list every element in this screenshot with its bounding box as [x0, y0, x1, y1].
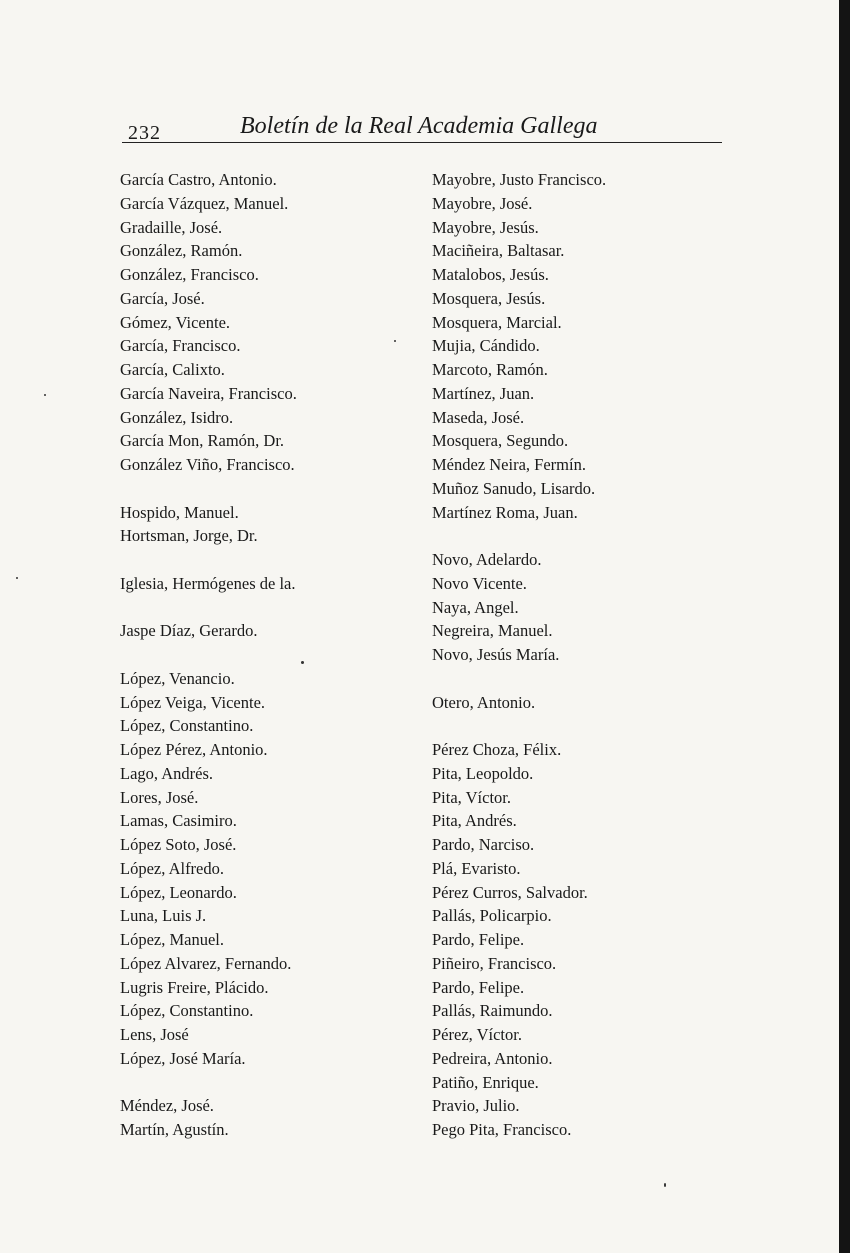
list-item: González Viño, Francisco. — [120, 455, 295, 474]
list-item: López, Leonardo. — [120, 882, 237, 902]
list-item: Martínez, Juan. — [432, 383, 535, 403]
group-spacer — [120, 1071, 297, 1095]
list-item: Pego Pita, Francisco. — [432, 1120, 572, 1139]
list-item: Plá, Evaristo. — [432, 858, 521, 878]
list-item: Martín, Agustín. — [120, 1120, 229, 1139]
list-item: López, Constantino. — [120, 1001, 254, 1021]
list-item: Mujia, Cándido. — [432, 336, 540, 356]
list-item: Pita, Víctor. — [432, 787, 511, 807]
list-item: Gradaille, José. — [120, 217, 223, 237]
list-item: Pérez Choza, Félix. — [432, 740, 562, 759]
list-item: Hospido, Manuel. — [120, 502, 239, 522]
name-group-m — [120, 1094, 297, 1142]
list-item: Pedreira, Antonio. — [432, 1048, 553, 1068]
name-group-g — [120, 168, 297, 477]
list-item: Maseda, José. — [432, 407, 525, 427]
list-item: López, Alfredo. — [120, 858, 225, 878]
list-item: Marcoto, Ramón. — [432, 360, 548, 379]
list-item: García, José. — [120, 288, 205, 308]
name-group-i — [120, 572, 297, 596]
list-item: Pallás, Policarpio. — [432, 906, 552, 926]
list-item: Naya, Angel. — [432, 597, 519, 617]
group-spacer — [120, 548, 297, 572]
name-group-o — [432, 691, 606, 715]
group-spacer — [120, 596, 297, 620]
list-item: Méndez Neira, Fermín. — [432, 455, 586, 474]
list-item: Otero, Antonio. — [432, 692, 536, 712]
list-item: Mayobre, Justo Francisco. — [432, 170, 607, 189]
list-item: Jaspe Díaz, Gerardo. — [120, 621, 258, 641]
list-item: Negreira, Manuel. — [432, 621, 553, 641]
list-item: Pérez, Víctor. — [432, 1025, 522, 1044]
list-item: García, Calixto. — [120, 360, 225, 379]
list-item: Pallás, Raimundo. — [432, 1001, 553, 1021]
list-item: Pita, Andrés. — [432, 811, 517, 831]
name-group-h — [120, 501, 297, 549]
list-item: Pravio, Julio. — [432, 1096, 520, 1116]
list-item: García, Francisco. — [120, 336, 241, 356]
list-item: Novo Vicente. — [432, 573, 527, 593]
list-item: Mayobre, José. — [432, 193, 533, 213]
list-item: González, Ramón. — [120, 241, 243, 261]
list-item: Patiño, Enrique. — [432, 1072, 539, 1092]
list-item: Muñoz Sanudo, Lisardo. — [432, 478, 596, 498]
right-column — [432, 168, 606, 1142]
list-item: Matalobos, Jesús. — [432, 265, 549, 284]
list-item: López Soto, José. — [120, 835, 237, 854]
group-spacer — [432, 714, 606, 738]
list-item: García Vázquez, Manuel. — [120, 193, 289, 213]
list-item: Méndez, José. — [120, 1096, 214, 1116]
list-item: Lens, José — [120, 1025, 189, 1044]
list-item: López Veiga, Vicente. — [120, 692, 266, 712]
list-item: López, Constantino. — [120, 716, 254, 736]
group-spacer — [432, 667, 606, 691]
list-item: Pardo, Narciso. — [432, 835, 535, 854]
list-item: Lores, José. — [120, 787, 199, 807]
scan-speck — [16, 577, 18, 579]
list-item: Hortsman, Jorge, Dr. — [120, 526, 258, 546]
name-group-n — [432, 548, 606, 667]
group-spacer — [432, 524, 606, 548]
name-group-m — [432, 168, 606, 524]
list-item: Novo, Adelardo. — [432, 550, 542, 569]
list-item: González, Francisco. — [120, 265, 259, 284]
list-item: Novo, Jesús María. — [432, 645, 560, 664]
scan-speck — [44, 394, 46, 396]
list-item: Pita, Leopoldo. — [432, 763, 534, 783]
group-spacer — [120, 477, 297, 501]
list-item: García Castro, Antonio. — [120, 170, 277, 189]
list-item: Piñeiro, Francisco. — [432, 953, 557, 973]
scan-speck — [664, 1183, 666, 1187]
list-item: Martínez Roma, Juan. — [432, 502, 578, 522]
list-item: López Alvarez, Fernando. — [120, 953, 292, 973]
list-item: Mosquera, Jesús. — [432, 288, 546, 308]
list-item: Pardo, Felipe. — [432, 930, 525, 949]
list-item: Maciñeira, Baltasar. — [432, 241, 565, 261]
name-group-p — [432, 738, 606, 1142]
list-item: Iglesia, Hermógenes de la. — [120, 573, 296, 593]
list-item: Pérez Curros, Salvador. — [432, 882, 588, 902]
list-item: López, José María. — [120, 1048, 246, 1068]
list-item: Lamas, Casimiro. — [120, 811, 237, 831]
list-item: López, Venancio. — [120, 668, 235, 688]
scan-speck — [394, 340, 396, 342]
group-spacer — [120, 643, 297, 667]
scan-speck — [301, 661, 304, 664]
name-group-j — [120, 619, 297, 643]
running-title: Boletín de la Real Academia Gallega — [240, 113, 598, 139]
list-item: Pardo, Felipe. — [432, 977, 525, 997]
left-column — [120, 168, 297, 1142]
list-item: Lugris Freire, Plácido. — [120, 977, 269, 997]
scan-page-edge — [839, 0, 850, 1253]
page-number: 232 — [128, 122, 161, 144]
list-item: García Naveira, Francisco. — [120, 383, 297, 403]
list-item: Mosquera, Marcial. — [432, 312, 562, 332]
list-item: Luna, Luis J. — [120, 906, 207, 926]
list-item: Mosquera, Segundo. — [432, 431, 569, 451]
header-rule — [122, 142, 722, 143]
list-item: López, Manuel. — [120, 930, 225, 949]
list-item: González, Isidro. — [120, 407, 234, 427]
list-item: Gómez, Vicente. — [120, 312, 231, 332]
list-item: López Pérez, Antonio. — [120, 740, 268, 759]
list-item: Lago, Andrés. — [120, 763, 214, 783]
name-group-l — [120, 667, 297, 1071]
list-item: García Mon, Ramón, Dr. — [120, 431, 285, 451]
list-item: Mayobre, Jesús. — [432, 217, 539, 237]
